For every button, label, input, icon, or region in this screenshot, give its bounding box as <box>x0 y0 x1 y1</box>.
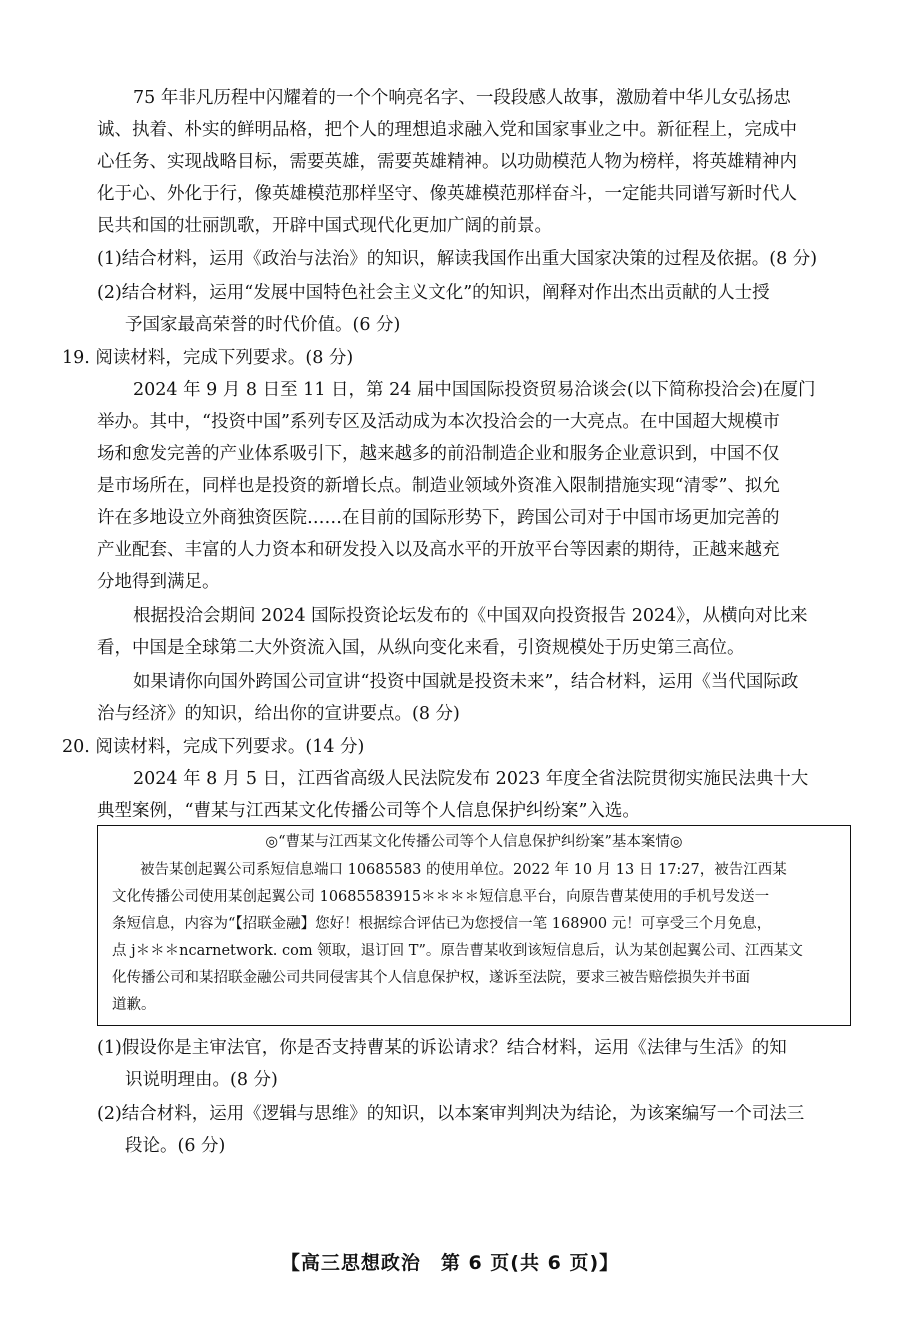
case-box-line-5: 化传播公司和某招联金融公司共同侵害其个人信息保护权，遂诉至法院，要求三被告赔偿损失并书面 <box>112 970 750 986</box>
q20-intro-line1: 2024 年 8 月 5 日，江西省高级人民法院发布 2023 年度全省法院贯彻实施民法典十大 <box>133 769 809 789</box>
q19-para1-line6: 产业配套、丰富的人力资本和研发投入以及高水平的开放平台等因素的期待，正越来越充 <box>97 540 780 560</box>
material-line-2: 诚、执着、朴实的鲜明品格，把个人的理想追求融入党和国家事业之中。新征程上，完成中 <box>97 120 797 140</box>
case-box-line-1: 被告某创起翼公司系短信息端口 10685583 的使用单位。2022 年 10 月 13 日 17:27，被告江西某 <box>140 862 787 878</box>
q20-sub2-line1: (2)结合材料，运用《逻辑与思维》的知识，以本案审判判决为结论，为该案编写一个司法三 <box>97 1104 805 1124</box>
q19-heading: 19. 阅读材料，完成下列要求。(8 分) <box>62 348 354 368</box>
q18-sub2-line1: (2)结合材料，运用“发展中国特色社会主义文化”的知识，阐释对作出杰出贡献的人士授 <box>97 283 770 303</box>
q19-para1-line4: 是市场所在，同样也是投资的新增长点。制造业领域外资准入限制措施实现“清零”、拟允 <box>97 476 780 496</box>
q19-para1-line5: 许在多地设立外商独资医院……在目前的国际形势下，跨国公司对于中国市场更加完善的 <box>97 508 780 528</box>
material-line-5: 民共和国的壮丽凯歌，开辟中国式现代化更加广阔的前景。 <box>97 216 552 236</box>
q18-sub2-line2: 予国家最高荣誉的时代价值。(6 分) <box>125 315 401 335</box>
case-box-line-2: 文化传播公司使用某创起翼公司 10685583915＊＊＊＊短信息平台，向原告曹某使用的手机号发送一 <box>112 889 770 905</box>
material-line-3: 心任务、实现战略目标，需要英雄，需要英雄精神。以功勋模范人物为榜样，将英雄精神内 <box>97 152 797 172</box>
q20-heading: 20. 阅读材料，完成下列要求。(14 分) <box>62 737 365 757</box>
page-footer: 【高三思想政治 第 6 页(共 6 页)】 <box>280 1252 620 1274</box>
q19-para2-line1: 根据投洽会期间 2024 国际投资论坛发布的《中国双向投资报告 2024》，从横向对比来 <box>133 606 808 626</box>
q19-para1-line2: 举办。其中，“投资中国”系列专区及活动成为本次投洽会的一大亮点。在中国超大规模市 <box>97 412 780 432</box>
case-box-line-3: 条短信息，内容为“【招联金融】您好！根据综合评估已为您授信一笔 168900 元！可享受三个月免息， <box>112 916 772 932</box>
q18-sub1: (1)结合材料，运用《政治与法治》的知识，解读我国作出重大国家决策的过程及依据。(8 分) <box>97 249 818 269</box>
case-info-box <box>97 825 851 1026</box>
material-line-4: 化于心、外化于行，像英雄模范那样坚守、像英雄模范那样奋斗，一定能共同谱写新时代人 <box>97 184 797 204</box>
case-box-title: ◎“曹某与江西某文化传播公司等个人信息保护纠纷案”基本案情◎ <box>265 834 683 850</box>
q19-para1-line1: 2024 年 9 月 8 日至 11 日，第 24 届中国国际投资贸易洽谈会(以下简称投洽会)在厦门 <box>133 380 816 400</box>
q19-question-line1: 如果请你向国外跨国公司宣讲“投资中国就是投资未来”，结合材料，运用《当代国际政 <box>133 672 799 692</box>
material-line-1: 75 年非凡历程中闪耀着的一个个响亮名字、一段段感人故事，激励着中华儿女弘扬忠 <box>133 88 791 108</box>
case-box-line-6: 道歉。 <box>112 997 156 1013</box>
q20-sub2-line2: 段论。(6 分) <box>125 1136 226 1156</box>
q19-question-line2: 治与经济》的知识，给出你的宣讲要点。(8 分) <box>97 704 460 724</box>
q19-para1-line7: 分地得到满足。 <box>97 572 220 592</box>
q20-intro-line2: 典型案例，“曹某与江西某文化传播公司等个人信息保护纠纷案”入选。 <box>97 801 640 821</box>
q20-sub1-line1: (1)假设你是主审法官，你是否支持曹某的诉讼请求？结合材料，运用《法律与生活》的知 <box>97 1038 787 1058</box>
q19-para2-line2: 看，中国是全球第二大外资流入国，从纵向变化来看，引资规模处于历史第三高位。 <box>97 638 745 658</box>
case-box-line-4: 点 j＊＊＊ncarnetwork. com 领取，退订回 T”。原告曹某收到该短信息后，认为某创起翼公司、江西某文 <box>112 943 803 959</box>
q19-para1-line3: 场和愈发完善的产业体系吸引下，越来越多的前沿制造企业和服务企业意识到，中国不仅 <box>97 444 780 464</box>
q20-sub1-line2: 识说明理由。(8 分) <box>125 1070 278 1090</box>
